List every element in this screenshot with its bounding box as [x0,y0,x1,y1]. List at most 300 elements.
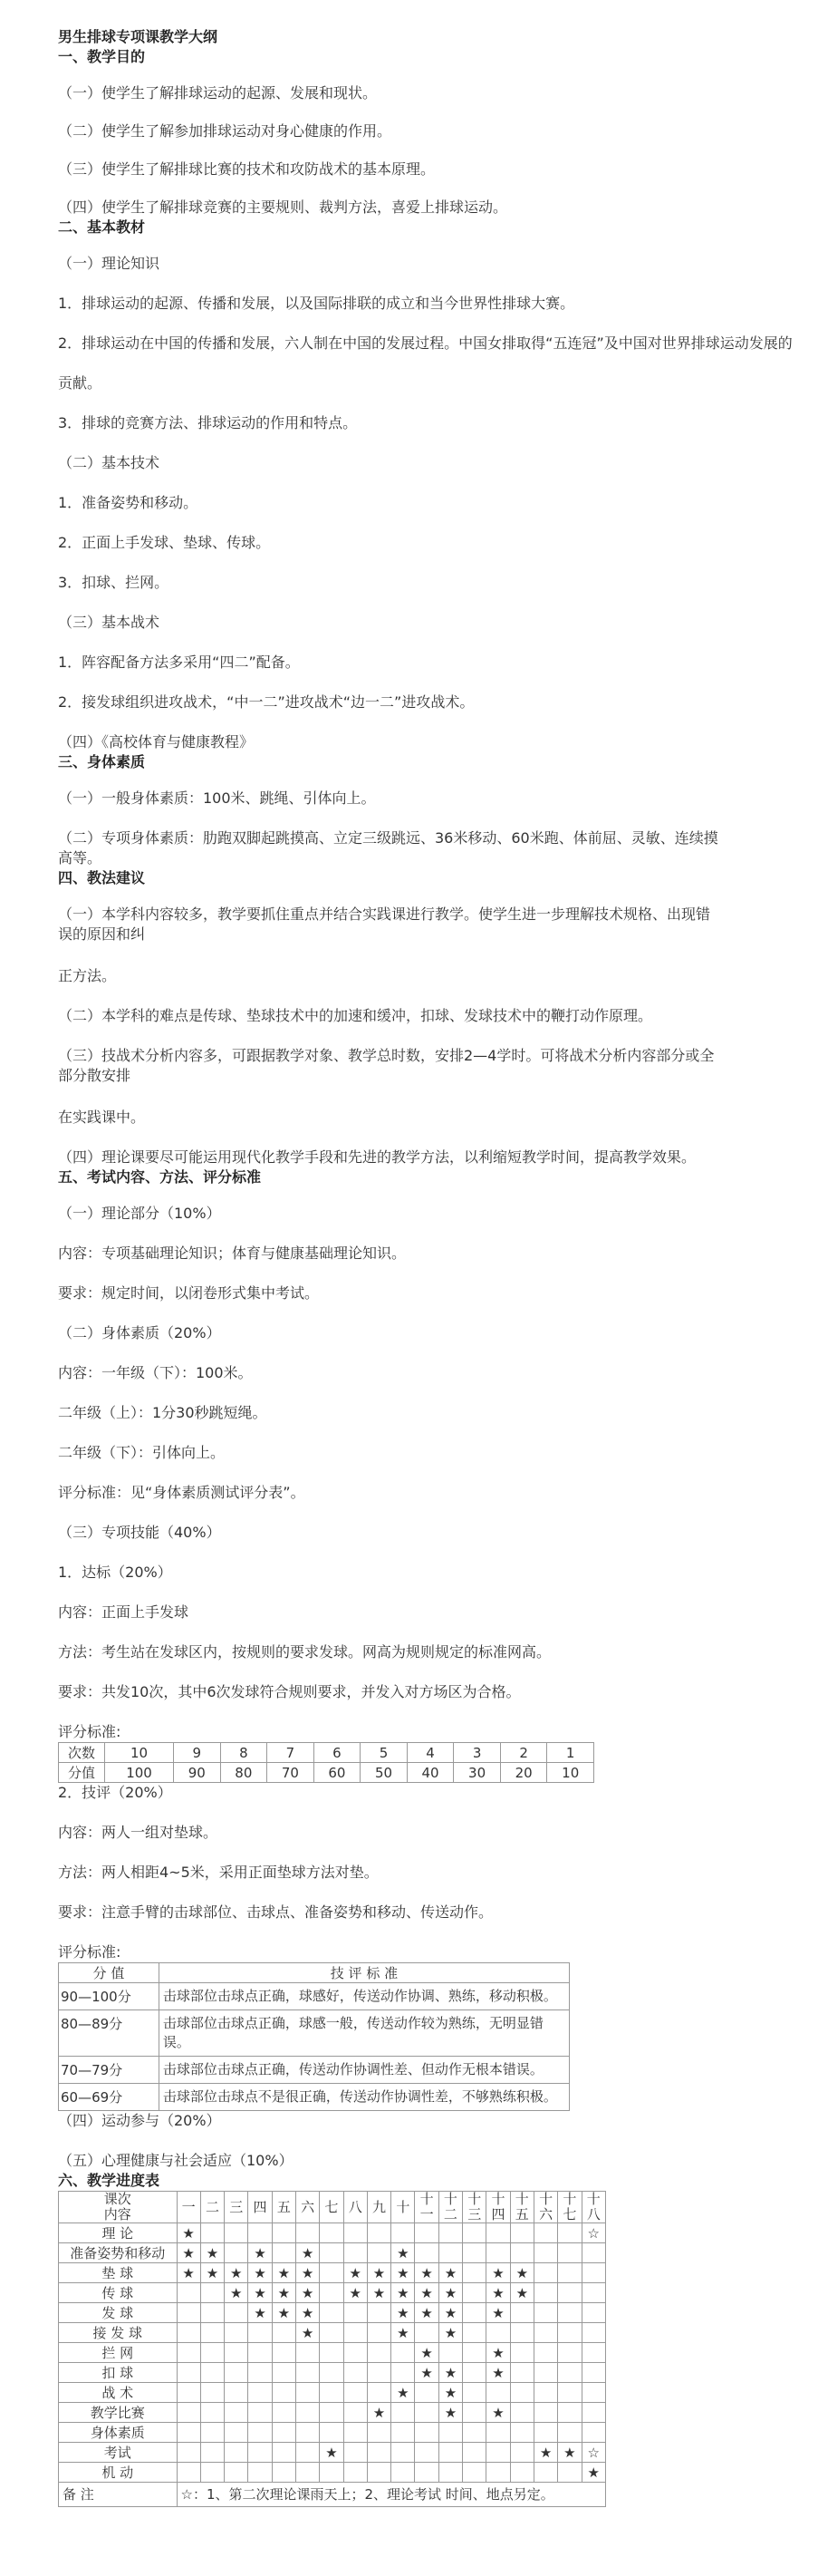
filled-star-icon: ★ [391,2243,415,2263]
serve-score-table [58,1742,594,1783]
schedule-empty-cell [343,2223,367,2243]
week-header [510,2192,534,2223]
teaching-p2: 正方法。 [58,967,117,984]
week-header [248,2192,272,2223]
week-header [367,2192,390,2223]
exam-p21: （五）心理健康与社会适应（10%） [58,2152,294,2169]
schedule-empty-cell [367,2303,390,2323]
schedule-empty-cell [248,2403,272,2423]
filled-star-icon: ★ [295,2263,319,2283]
schedule-empty-cell [391,2443,415,2463]
schedule-empty-cell [272,2343,295,2363]
schedule-empty-cell [295,2423,319,2443]
filled-star-icon: ★ [415,2363,438,2383]
schedule-empty-cell [320,2383,343,2403]
eval-desc: 击球部位击球点正确，传送动作协调性差、但动作无根本错误。 [159,2057,569,2084]
table-row [59,2084,570,2111]
week-header-part: 五 [276,2198,291,2215]
filled-star-icon: ★ [248,2303,272,2323]
exam-p3: 要求：规定时间，以闭卷形式集中考试。 [58,1284,320,1302]
schedule-corner-cell [59,2192,178,2223]
week-header-part: 十 [419,2191,434,2207]
score-row-label: 分值 [59,1763,105,1783]
schedule-empty-cell [225,2343,248,2363]
schedule-empty-cell [438,2243,462,2263]
teaching-p6: （四）理论课要尽可能运用现代化教学手段和先进的教学方法，以利缩短教学时间，提高教学效果。 [58,1148,697,1166]
eval-score: 60—69分 [59,2084,159,2111]
materials-p7: 1．准备姿势和移动。 [58,494,198,511]
table-row [59,1763,594,1783]
exam-p8: 评分标准：见“身体素质测试评分表”。 [58,1484,305,1501]
table-row [59,2192,606,2223]
section-heading-fitness: 三、身体素质 [58,753,146,770]
filled-star-icon: ★ [177,2243,200,2263]
schedule-item-name: 扣 球 [59,2363,178,2383]
schedule-empty-cell [367,2463,390,2483]
filled-star-icon: ★ [486,2363,510,2383]
score-cell: 30 [454,1763,501,1783]
schedule-empty-cell [463,2283,486,2303]
schedule-empty-cell [415,2383,438,2403]
schedule-empty-cell [177,2303,200,2323]
exam-p17: 方法：两人相距4~5米，采用正面垫球方法对垫。 [58,1864,379,1881]
week-header-part: 十 [491,2191,505,2207]
materials-p6: （二）基本技术 [58,454,160,471]
schedule-empty-cell [391,2223,415,2243]
eval-desc: 击球部位击球点不是很正确，传送动作协调性差，不够熟练积极。 [159,2084,569,2111]
schedule-empty-cell [415,2403,438,2423]
filled-star-icon: ★ [391,2283,415,2303]
schedule-empty-cell [320,2423,343,2443]
schedule-empty-cell [510,2243,534,2263]
schedule-empty-cell [415,2323,438,2343]
schedule-empty-cell [463,2363,486,2383]
filled-star-icon: ★ [343,2283,367,2303]
schedule-empty-cell [558,2323,582,2343]
week-header [391,2192,415,2223]
week-header-part: 七 [563,2206,577,2223]
schedule-empty-cell [486,2323,510,2343]
teaching-schedule-table [58,2191,606,2507]
schedule-empty-cell [343,2423,367,2443]
schedule-empty-cell [248,2383,272,2403]
schedule-empty-cell [320,2323,343,2343]
schedule-empty-cell [438,2423,462,2443]
schedule-empty-cell [225,2303,248,2323]
schedule-empty-cell [295,2403,319,2423]
schedule-empty-cell [463,2243,486,2263]
teaching-p5: 在实践课中。 [58,1109,146,1126]
filled-star-icon: ★ [558,2443,582,2463]
teaching-p1b: 误的原因和纠 [58,925,146,943]
eval-desc: 击球部位击球点正确，球感好，传送动作协调、熟练，移动积极。 [159,1983,569,2010]
schedule-empty-cell [272,2383,295,2403]
schedule-empty-cell [558,2363,582,2383]
schedule-empty-cell [391,2363,415,2383]
section-heading-purpose: 一、教学目的 [58,48,146,65]
filled-star-icon: ★ [391,2263,415,2283]
schedule-empty-cell [510,2303,534,2323]
exam-p10: 1．达标（20%） [58,1564,172,1581]
table-row [59,2463,606,2483]
purpose-item-2: （二）使学生了解参加排球运动对身心健康的作用。 [58,122,392,140]
schedule-empty-cell [486,2443,510,2463]
schedule-empty-cell [391,2403,415,2423]
schedule-empty-cell [343,2343,367,2363]
schedule-empty-cell [438,2463,462,2483]
schedule-empty-cell [343,2323,367,2343]
filled-star-icon: ★ [415,2343,438,2363]
week-header-part: 七 [324,2198,339,2215]
schedule-empty-cell [534,2363,557,2383]
filled-star-icon: ★ [438,2403,462,2423]
schedule-empty-cell [463,2223,486,2243]
exam-p5: 内容：一年级（下）：100米。 [58,1364,253,1381]
materials-p11: 1．阵容配备方法多采用“四二”配备。 [58,654,300,671]
score-cell: 7 [267,1743,314,1763]
schedule-empty-cell [248,2323,272,2343]
schedule-empty-cell [225,2243,248,2263]
teaching-p1a: （一）本学科内容较多，教学要抓住重点并结合实践课进行教学。使学生进一步理解技术规格、出现错 [58,905,711,923]
exam-p1: （一）理论部分（10%） [58,1205,221,1222]
score-cell: 3 [454,1743,501,1763]
schedule-item-name: 战 术 [59,2383,178,2403]
week-header-part: 十 [586,2191,601,2207]
filled-star-icon: ★ [200,2243,224,2263]
schedule-empty-cell [534,2463,557,2483]
filled-star-icon: ★ [486,2263,510,2283]
materials-p5: 3．排球的竞赛方法、排球运动的作用和特点。 [58,414,358,431]
corner-bottom-label: 内容 [103,2206,131,2223]
schedule-empty-cell [200,2323,224,2343]
schedule-empty-cell [463,2383,486,2403]
fitness-p2a: （二）专项身体素质：肋跑双脚起跳摸高、立定三级跳远、36米移动、60米跑、体前屈、灵敏、连续摸 [58,829,718,847]
week-header [225,2192,248,2223]
score-cell: 90 [174,1763,221,1783]
table-row [59,2363,606,2383]
schedule-empty-cell [177,2403,200,2423]
table-row [59,2243,606,2263]
schedule-empty-cell [343,2363,367,2383]
week-header-part: 十 [515,2191,529,2207]
week-header-part: 八 [586,2206,601,2223]
schedule-empty-cell [320,2403,343,2423]
materials-p3: 2．排球运动在中国的传播和发展，六人制在中国的发展过程。中国女排取得“五连冠”及中国对世界排球运动发展的 [58,334,793,352]
schedule-empty-cell [534,2323,557,2343]
filled-star-icon: ★ [582,2463,605,2483]
week-header [463,2192,486,2223]
week-header-part: 二 [205,2198,219,2215]
schedule-empty-cell [463,2403,486,2423]
score-cell: 5 [361,1743,408,1763]
schedule-empty-cell [295,2363,319,2383]
score-cell: 10 [547,1763,594,1783]
schedule-empty-cell [534,2283,557,2303]
materials-p2: 1．排球运动的起源、传播和发展，以及国际排联的成立和当今世界性排球大赛。 [58,295,575,312]
schedule-empty-cell [582,2343,605,2363]
materials-p13: （四）《高校体育与健康教程》 [58,733,255,751]
schedule-empty-cell [320,2223,343,2243]
schedule-item-name: 准备姿势和移动 [59,2243,178,2263]
filled-star-icon: ★ [295,2323,319,2343]
filled-star-icon: ★ [486,2403,510,2423]
filled-star-icon: ★ [438,2383,462,2403]
week-header-part: 四 [253,2198,267,2215]
section-heading-schedule: 六、教学进度表 [58,2172,160,2189]
table-row [59,1983,570,2010]
week-header-part: 十 [563,2191,577,2207]
schedule-empty-cell [367,2223,390,2243]
schedule-empty-cell [415,2243,438,2263]
schedule-empty-cell [177,2283,200,2303]
exam-p7: 二年级（下）：引体向上。 [58,1444,226,1461]
score-cell: 1 [547,1743,594,1763]
schedule-empty-cell [200,2303,224,2323]
filled-star-icon: ★ [177,2263,200,2283]
filled-star-icon: ★ [438,2363,462,2383]
schedule-empty-cell [272,2443,295,2463]
week-header [486,2192,510,2223]
schedule-empty-cell [463,2263,486,2283]
score-cell: 70 [267,1763,314,1783]
filled-star-icon: ★ [367,2283,390,2303]
week-header [534,2192,557,2223]
schedule-empty-cell [225,2423,248,2443]
schedule-empty-cell [200,2343,224,2363]
exam-p16: 内容：两人一组对垫球。 [58,1824,218,1841]
week-header [320,2192,343,2223]
filled-star-icon: ★ [248,2283,272,2303]
schedule-empty-cell [558,2243,582,2263]
filled-star-icon: ★ [295,2283,319,2303]
exam-p18: 要求：注意手臂的击球部位、击球点、准备姿势和移动、传送动作。 [58,1903,494,1921]
schedule-empty-cell [367,2363,390,2383]
schedule-empty-cell [200,2403,224,2423]
schedule-empty-cell [295,2223,319,2243]
schedule-empty-cell [463,2323,486,2343]
week-header-part: 四 [491,2206,505,2223]
score-cell: 6 [313,1743,361,1763]
schedule-empty-cell [486,2223,510,2243]
eval-score: 70—79分 [59,2057,159,2084]
score-cell: 40 [407,1763,454,1783]
materials-p10: （三）基本战术 [58,614,160,631]
materials-p12: 2．接发球组织进攻战术，“中一二”进攻战术“边一二”进攻战术。 [58,693,475,711]
week-header-part: 三 [229,2198,244,2215]
filled-star-icon: ★ [510,2263,534,2283]
section-heading-materials: 二、基本教材 [58,218,146,236]
schedule-empty-cell [367,2243,390,2263]
schedule-empty-cell [320,2243,343,2263]
table-row [59,1743,594,1763]
exam-p2: 内容：专项基础理论知识；体育与健康基础理论知识。 [58,1244,407,1262]
schedule-empty-cell [177,2423,200,2443]
week-header [438,2192,462,2223]
purpose-item-4: （四）使学生了解排球竞赛的主要规则、裁判方法，喜爱上排球运动。 [58,199,508,216]
schedule-empty-cell [582,2263,605,2283]
schedule-empty-cell [320,2343,343,2363]
schedule-empty-cell [177,2443,200,2463]
schedule-empty-cell [415,2463,438,2483]
schedule-empty-cell [582,2323,605,2343]
filled-star-icon: ★ [272,2303,295,2323]
schedule-empty-cell [510,2363,534,2383]
filled-star-icon: ★ [391,2303,415,2323]
schedule-note-text: ☆：1、第二次理论课雨天上；2、理论考试 时间、地点另定。 [177,2483,606,2507]
exam-p20: （四）运动参与（20%） [58,2112,221,2129]
week-header-part: 十 [539,2191,553,2207]
exam-p9: （三）专项技能（40%） [58,1524,221,1541]
table-row [59,2010,570,2057]
week-header-part: 六 [301,2198,315,2215]
week-header-part: 十 [443,2191,457,2207]
schedule-empty-cell [582,2303,605,2323]
score-cell: 9 [174,1743,221,1763]
exam-p12: 方法：考生站在发球区内，按规则的要求发球。网高为规则规定的标准网高。 [58,1643,552,1661]
schedule-empty-cell [248,2363,272,2383]
filled-star-icon: ★ [438,2303,462,2323]
filled-star-icon: ★ [295,2243,319,2263]
week-header-part: 六 [539,2206,553,2223]
week-header-part: 十 [396,2198,410,2215]
filled-star-icon: ★ [438,2263,462,2283]
schedule-empty-cell [415,2443,438,2463]
schedule-empty-cell [510,2443,534,2463]
schedule-item-name: 理 论 [59,2223,178,2243]
filled-star-icon: ★ [415,2303,438,2323]
schedule-empty-cell [248,2443,272,2463]
schedule-empty-cell [510,2463,534,2483]
schedule-empty-cell [295,2383,319,2403]
score-cell: 60 [313,1763,361,1783]
schedule-empty-cell [391,2423,415,2443]
table-row [59,2323,606,2343]
schedule-empty-cell [225,2323,248,2343]
schedule-empty-cell [582,2283,605,2303]
filled-star-icon: ★ [486,2343,510,2363]
schedule-empty-cell [343,2383,367,2403]
week-header-part: 八 [348,2198,362,2215]
filled-star-icon: ★ [415,2263,438,2283]
week-header-part: 九 [372,2198,387,2215]
fitness-p1: （一）一般身体素质：100米、跳绳、引体向上。 [58,789,376,807]
filled-star-icon: ★ [415,2283,438,2303]
table-row [59,2283,606,2303]
schedule-empty-cell [415,2223,438,2243]
schedule-empty-cell [225,2443,248,2463]
filled-star-icon: ★ [295,2303,319,2323]
filled-star-icon: ★ [486,2283,510,2303]
materials-p4: 贡献。 [58,374,102,392]
schedule-empty-cell [415,2423,438,2443]
score-cell: 20 [500,1763,547,1783]
schedule-empty-cell [582,2423,605,2443]
schedule-empty-cell [367,2343,390,2363]
filled-star-icon: ★ [272,2283,295,2303]
open-star-icon: ☆ [582,2443,605,2463]
schedule-empty-cell [225,2363,248,2383]
materials-p1: （一）理论知识 [58,255,160,272]
week-header-part: 三 [467,2206,482,2223]
schedule-empty-cell [343,2443,367,2463]
filled-star-icon: ★ [225,2283,248,2303]
schedule-empty-cell [534,2423,557,2443]
filled-star-icon: ★ [343,2263,367,2283]
filled-star-icon: ★ [486,2303,510,2323]
table-row [59,2343,606,2363]
schedule-empty-cell [558,2383,582,2403]
week-header-part: 一 [181,2198,196,2215]
exam-p13: 要求：共发10次，其中6次发球符合规则要求，并发入对方场区为合格。 [58,1683,521,1700]
schedule-empty-cell [225,2383,248,2403]
schedule-empty-cell [486,2423,510,2443]
schedule-empty-cell [558,2463,582,2483]
schedule-empty-cell [248,2463,272,2483]
week-header [272,2192,295,2223]
table-row [59,2057,570,2084]
schedule-empty-cell [510,2403,534,2423]
schedule-empty-cell [582,2383,605,2403]
teaching-p4a: （三）技战术分析内容多，可跟据教学对象、教学总时数，安排2—4学时。可将战术分析内容部分或全 [58,1047,715,1064]
schedule-empty-cell [272,2323,295,2343]
filled-star-icon: ★ [367,2263,390,2283]
table-row [59,2263,606,2283]
schedule-empty-cell [558,2263,582,2283]
eval-score: 80—89分 [59,2010,159,2057]
schedule-empty-cell [272,2223,295,2243]
schedule-empty-cell [295,2443,319,2463]
materials-p8: 2．正面上手发球、垫球、传球。 [58,534,271,551]
purpose-item-3: （三）使学生了解排球比赛的技术和攻防战术的基本原理。 [58,160,436,178]
schedule-note-label: 备 注 [59,2483,178,2507]
materials-p9: 3．扣球、拦网。 [58,574,169,591]
score-cell: 4 [407,1743,454,1763]
week-header [415,2192,438,2223]
schedule-empty-cell [463,2463,486,2483]
week-header [200,2192,224,2223]
schedule-empty-cell [272,2423,295,2443]
schedule-empty-cell [510,2383,534,2403]
schedule-empty-cell [558,2223,582,2243]
eval-score: 90—100分 [59,1983,159,2010]
score-cell: 10 [105,1743,174,1763]
schedule-empty-cell [534,2383,557,2403]
schedule-empty-cell [320,2363,343,2383]
week-header-part: 二 [443,2206,457,2223]
exam-p6: 二年级（上）：1分30秒跳短绳。 [58,1404,267,1421]
week-header-part: 五 [515,2206,529,2223]
score-cell: 2 [500,1743,547,1763]
schedule-empty-cell [534,2403,557,2423]
schedule-empty-cell [343,2463,367,2483]
schedule-empty-cell [534,2243,557,2263]
schedule-empty-cell [438,2443,462,2463]
week-header-part: 十 [467,2191,482,2207]
corner-top-label: 课次 [103,2191,131,2207]
schedule-empty-cell [225,2223,248,2243]
filled-star-icon: ★ [367,2403,390,2423]
week-header [558,2192,582,2223]
filled-star-icon: ★ [510,2283,534,2303]
schedule-empty-cell [486,2243,510,2263]
filled-star-icon: ★ [320,2443,343,2463]
week-header-part: 一 [419,2206,434,2223]
schedule-empty-cell [558,2283,582,2303]
filled-star-icon: ★ [534,2443,557,2463]
schedule-empty-cell [200,2443,224,2463]
schedule-empty-cell [534,2223,557,2243]
schedule-empty-cell [272,2363,295,2383]
